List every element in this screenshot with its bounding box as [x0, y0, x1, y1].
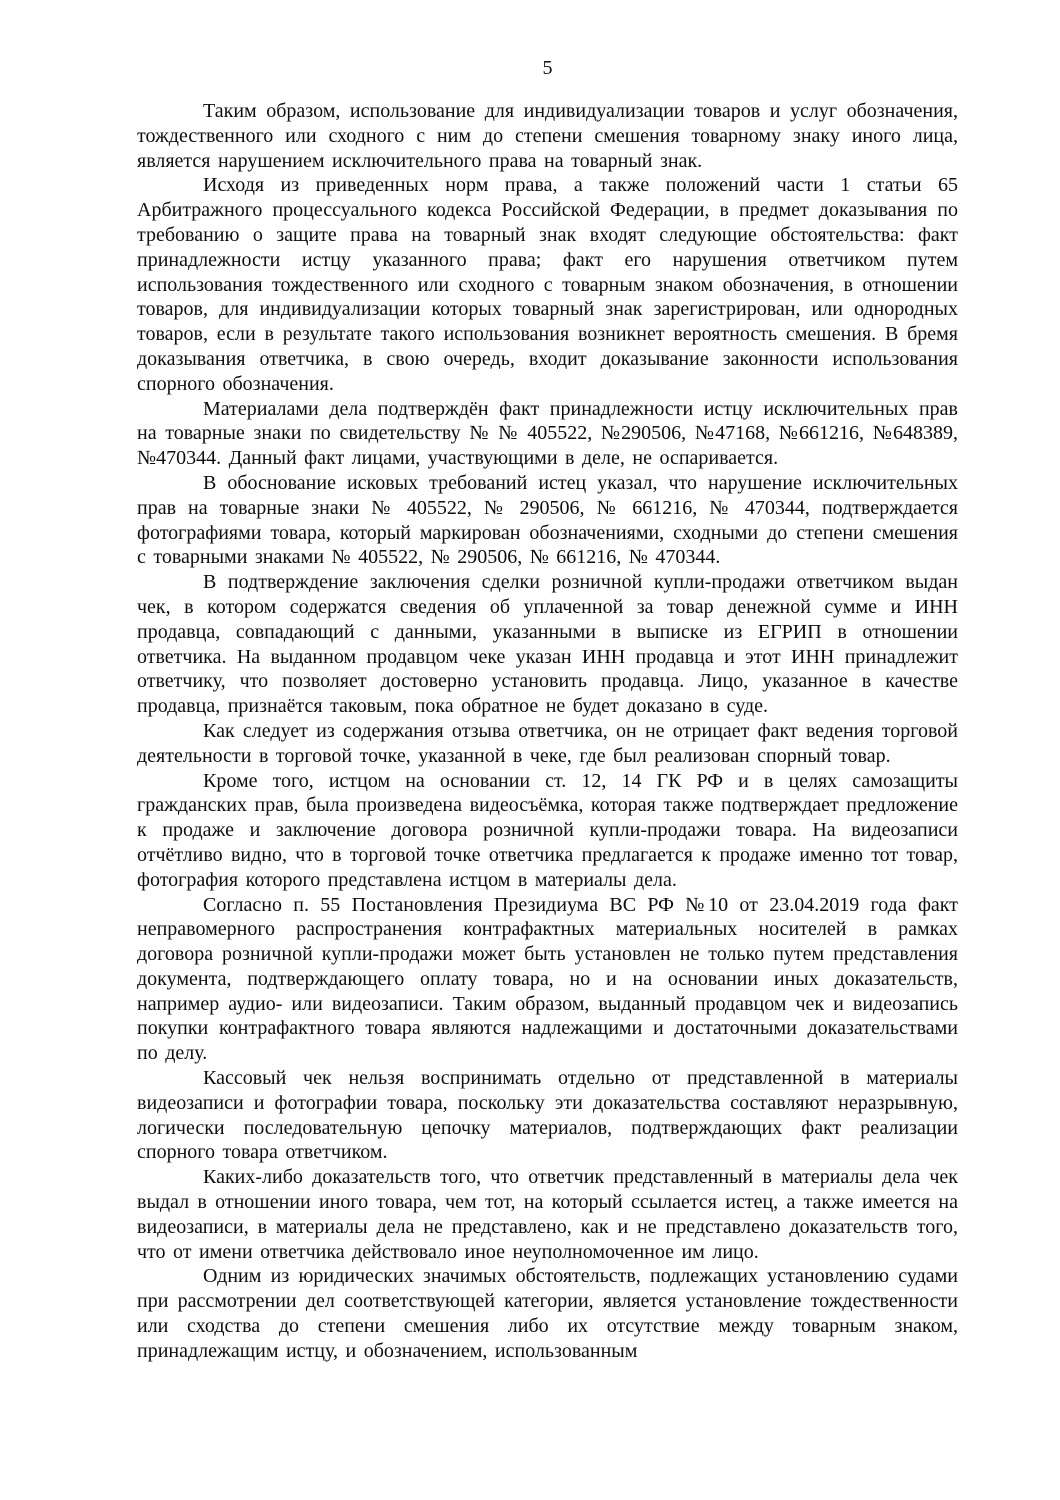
paragraph: Согласно п. 55 Постановления Президиума ВС РФ №10 от 23.04.2019 года факт неправомерного распространения контрафактных материальных носителей в рамках договора розничной купли-продажи может быть установлен не только путем представления документа, подтверждающего оплату товара, но и на основании иных доказательств, например аудио- или видеозаписи. Таким образом, выданный продавцом чек и видеозапись покупки контрафактного товара являются надлежащими и достаточными доказательствами по делу.: [137, 893, 958, 1065]
paragraph: Материалами дела подтверждён факт принадлежности истцу исключительных прав на товарные знаки по свидетельству № № 405522, №290506, №47168, №661216, №648389, №470344. Данный факт лицами, участвующими в деле, не оспаривается.: [137, 397, 958, 470]
paragraph: В обоснование исковых требований истец указал, что нарушение исключительных прав на товарные знаки № 405522, № 290506, № 661216, № 470344, подтверждается фотографиями товара, который маркирован обозначениями, сходными до степени смешения с товарными знаками № 405522, № 290506, № 661216, № 470344.: [137, 471, 958, 569]
paragraph: Кассовый чек нельзя воспринимать отдельно от представленной в материалы видеозаписи и фотографии товара, поскольку эти доказательства составляют неразрывную, логически последовательную цепочку материалов, подтверждающих факт реализации спорного товара ответчиком.: [137, 1067, 958, 1164]
document-body: [137, 99, 958, 1364]
paragraph: Каких-либо доказательств того, что ответчик представленный в материалы дела чек выдал в отношении иного товара, чем тот, на который ссылается истец, а также имеется на видеозаписи, в материалы дела не представлено, как и не представлено доказательств того, что от имени ответчика действовало иное неуполномоченное им лицо.: [137, 1166, 958, 1263]
page-number: 5: [542, 57, 553, 79]
paragraph: Таким образом, использование для индивидуализации товаров и услуг обозначения, тождественного или сходного с ним до степени смешения товарному знаку иного лица, является нарушением исключительного права на товарный знак.: [137, 100, 958, 172]
paragraph: Кроме того, истцом на основании ст. 12, 14 ГК РФ и в целях самозащиты гражданских прав, была произведена видеосъёмка, которая также подтверждает предложение к продаже и заключение договора розничной купли-продажи товара. На видеозаписи отчётливо видно, что в торговой точке ответчика предлагается к продаже именно тот товар, фотография которого представлена истцом в материалы дела.: [137, 769, 958, 891]
paragraph: Исходя из приведенных норм права, а также положений части 1 статьи 65 Арбитражного процессуального кодекса Российской Федерации, в предмет доказывания по требованию о защите права на товарный знак входят следующие обстоятельства: факт принадлежности истцу указанного права; факт его нарушения ответчиком путем использования тождественного или сходного с товарным знаком обозначения, в отношении товаров, для индивидуализации которых товарный знак зарегистрирован, или однородных товаров, если в результате такого использования возникнет вероятность смешения. В бремя доказывания ответчика, в свою очередь, входит доказывание законности использования спорного обозначения.: [137, 174, 958, 395]
paragraph: Как следует из содержания отзыва ответчика, он не отрицает факт ведения торговой деятельности в торговой точке, указанной в чеке, где был реализован спорный товар.: [137, 719, 958, 767]
paragraph: В подтверждение заключения сделки розничной купли-продажи ответчиком выдан чек, в котором содержатся сведения об уплаченной за товар денежной сумме и ИНН продавца, совпадающий с данными, указанными в выписке из ЕГРИП в отношении ответчика. На выданном продавцом чеке указан ИНН продавца и этот ИНН принадлежит ответчику, что позволяет достоверно установить продавца. Лицо, указанное в качестве продавца, признаётся таковым, пока обратное не будет доказано в суде.: [137, 571, 958, 718]
paragraph: Одним из юридических значимых обстоятельств, подлежащих установлению судами при рассмотрении дел соответствующей категории, является установление тождественности или сходства до степени смешения либо их отсутствие между товарным знаком, принадлежащим истцу, и обозначением, использованным: [137, 1265, 958, 1362]
